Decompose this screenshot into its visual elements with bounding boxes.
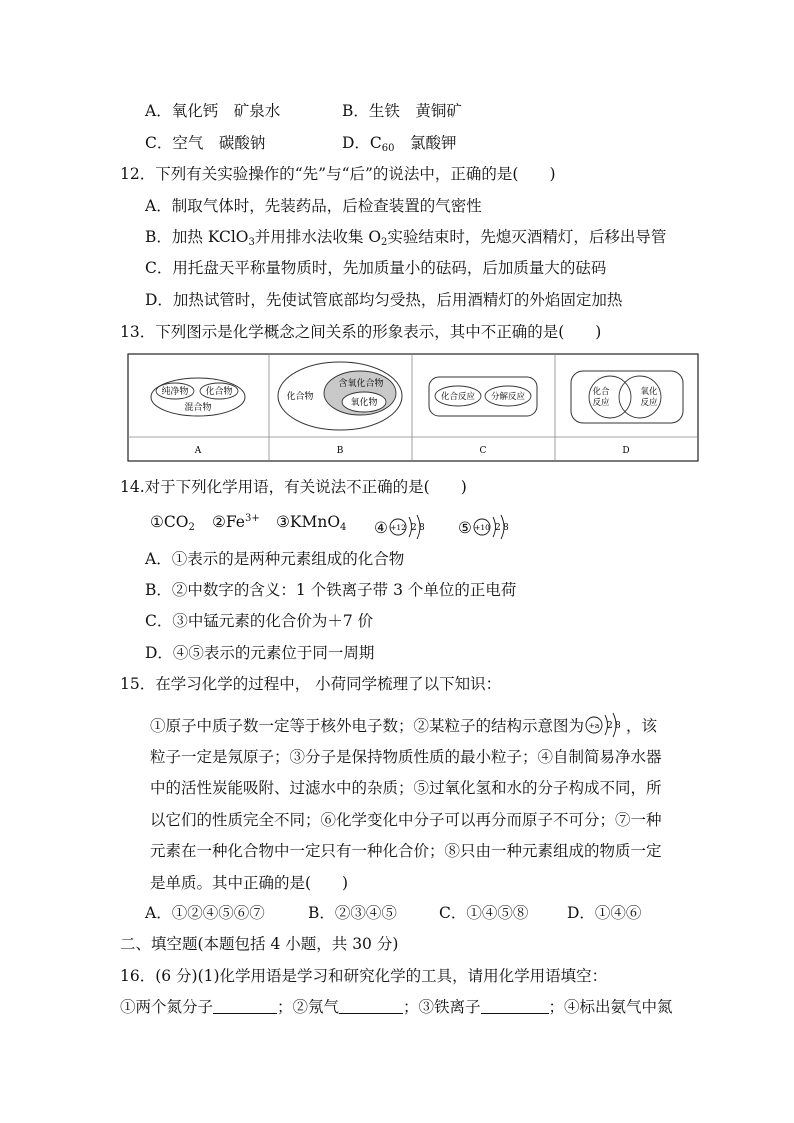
q13-d-ox2: 反应	[640, 398, 658, 408]
q13-diagram-c	[429, 377, 537, 456]
q13-a-caption: A	[194, 446, 202, 456]
q11-d-pre: D．C	[342, 134, 382, 152]
q13-a-compound-label: 化合物	[205, 387, 233, 397]
atomA-nucleus: +a	[588, 721, 600, 730]
q13-d-ox1: 氧化	[640, 387, 658, 397]
q15-l1-pre: ①原子中质子数一定等于核外电子数；②某粒子的结构示意图为	[150, 717, 585, 735]
q12-b-sub1: 3	[248, 237, 255, 248]
q12-b-sub2: 2	[381, 237, 388, 248]
atomA-shell1: 2	[607, 721, 613, 731]
q16-p1: ①两个氮分子	[120, 998, 214, 1016]
q13-d-caption: D	[622, 446, 630, 456]
atom-diagram-5	[472, 512, 512, 542]
atom5-nucleus: +10	[473, 523, 490, 532]
q14-stem: 14.对于下列化学用语，有关说法不正确的是( )	[120, 478, 467, 496]
q13-figure-table	[127, 353, 699, 463]
q14-s4-num: ④	[374, 519, 388, 537]
q15-option-b: B．②③④⑤	[308, 904, 397, 922]
q14-symbol-1	[150, 512, 195, 532]
q15-line-4: 以它们的性质完全不同；⑥化学变化中分子可以再分而原子不可分；⑦一种	[150, 811, 662, 829]
q12-option-c: C．用托盘天平称量物质时，先加质量小的砝码，后加质量大的砝码	[145, 259, 607, 277]
q13-diagram-b	[278, 362, 402, 456]
q11-option-d	[342, 133, 457, 153]
q14-symbol-2	[212, 512, 260, 532]
q15-option-c: C．①④⑤⑧	[439, 904, 529, 922]
q13-d-combo1: 化合	[592, 387, 610, 397]
atom5-shell2: 8	[502, 523, 509, 533]
q16-p3: ；③铁离子	[403, 998, 481, 1016]
q11-d-post: 氯酸钾	[394, 134, 457, 152]
q13-b-oxide-label: 氧化物	[350, 398, 378, 408]
q14-s3-pre: ③KMnO	[276, 513, 341, 531]
q14-s1-pre: ①CO	[150, 513, 189, 531]
q14-option-a: A．①表示的是两种元素组成的化合物	[145, 550, 405, 568]
q13-c-decomp-label: 分解反应	[490, 392, 526, 402]
q15-line-6: 是单质。其中正确的是( )	[150, 874, 349, 892]
q14-s1-sub: 2	[188, 522, 195, 533]
atom-diagram-a	[584, 710, 626, 740]
q13-c-combo-label: 化合反应	[440, 392, 476, 402]
q13-b-oxy-label: 含氧化合物	[338, 379, 384, 389]
q13-c-caption: C	[479, 446, 487, 456]
q13-diagram-d	[571, 371, 683, 456]
q13-b-compound-label: 化合物	[286, 392, 314, 402]
q12-option-a: A．制取气体时，先装药品，后检查装置的气密性	[145, 197, 482, 215]
q14-s5-num: ⑤	[458, 519, 472, 537]
q15-line-3: 中的活性炭能吸附、过滤水中的杂质；⑤过氧化氢和水的分子构成不同，所	[150, 779, 662, 797]
q12-b-part3: 实验结束时，先熄灭酒精灯，后移出导管	[387, 228, 667, 246]
q14-symbol-3	[276, 512, 346, 532]
section-2-heading: 二、填空题(本题包括 4 小题，共 30 分)	[120, 935, 399, 953]
q11-option-c: C．空气 碳酸钠	[145, 134, 266, 152]
atom-diagram-4	[388, 512, 428, 542]
q16-blank-3[interactable]	[481, 999, 549, 1014]
q15-option-d: D．①④⑥	[567, 904, 642, 922]
atom5-shell1: 2	[494, 523, 501, 533]
atom4-shell1: 2	[410, 523, 417, 533]
q13-d-combo2: 反应	[592, 398, 610, 408]
q15-option-a: A．①②④⑤⑥⑦	[145, 904, 265, 922]
q13-a-mixture-label: 混合物	[184, 403, 212, 413]
q13-b-caption: B	[336, 446, 344, 456]
q12-stem: 12．下列有关实验操作的“先”与“后”的说法中，正确的是( )	[120, 165, 556, 183]
q14-s2-sup: 3+	[244, 513, 260, 524]
atom4-shell2: 8	[418, 523, 425, 533]
q13-stem: 13．下列图示是化学概念之间关系的形象表示，其中不正确的是( )	[120, 323, 602, 341]
q12-option-d: D．加热试管时，先使试管底部均匀受热，后用酒精灯的外焰固定加热	[145, 291, 623, 309]
atom4-nucleus: +12	[389, 523, 406, 532]
q14-s3-sub: 4	[340, 522, 347, 533]
q14-option-b: B．②中数字的含义：1 个铁离子带 3 个单位的正电荷	[145, 581, 517, 599]
q16-fill-line	[120, 997, 673, 1017]
q11-option-b: B．生铁 黄铜矿	[342, 102, 462, 120]
q16-p4: ；④标出氨气中氮	[548, 998, 673, 1016]
q14-symbol-5	[458, 512, 512, 542]
q13-diagram-a	[151, 378, 245, 456]
atomA-shell2: 8	[615, 721, 621, 731]
q16-p2: ；②氖气	[277, 998, 340, 1016]
q15-line-1	[150, 710, 657, 740]
q16-blank-1[interactable]	[213, 999, 277, 1014]
q15-line-2: 粒子一定是氖原子；③分子是保持物质性质的最小粒子；④自制简易净水器	[150, 748, 662, 766]
q16-blank-2[interactable]	[339, 999, 403, 1014]
q12-b-part2: 并用排水法收集 O	[254, 228, 382, 246]
q14-s2-pre: ②Fe	[212, 513, 245, 531]
q15-stem: 15．在学习化学的过程中， 小荷同学梳理了以下知识：	[120, 675, 502, 693]
q11-d-sub: 60	[381, 143, 395, 154]
q13-a-pure-label: 纯净物	[161, 387, 189, 397]
q12-b-part1: B．加热 KClO	[145, 228, 249, 246]
q14-option-c: C．③中锰元素的化合价为＋7 价	[145, 612, 374, 630]
q12-option-b	[145, 227, 666, 247]
q15-l1-post: ，该	[626, 717, 658, 735]
q11-option-a: A．氧化钙 矿泉水	[145, 102, 281, 120]
q14-symbol-4	[374, 512, 428, 542]
q14-option-d: D．④⑤表示的元素位于同一周期	[145, 644, 375, 662]
q15-line-5: 元素在一种化合物中一定只有一种化合价；⑧只由一种元素组成的物质一定	[150, 842, 662, 860]
q16-stem: 16．(6 分)(1)化学用语是学习和研究化学的工具，请用化学用语填空：	[120, 967, 608, 985]
